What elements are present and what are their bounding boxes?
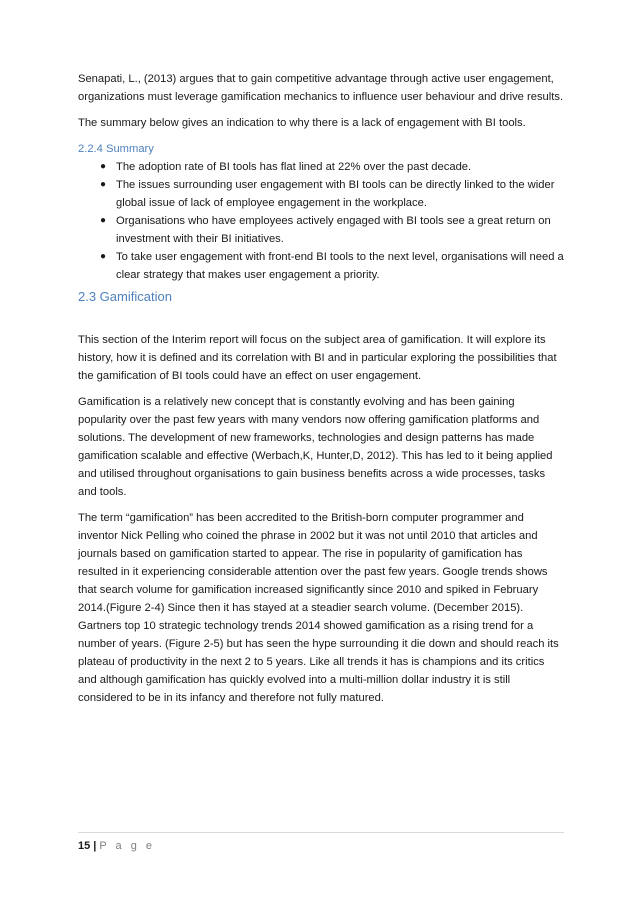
- list-item: [78, 158, 564, 176]
- list-item: [78, 212, 564, 248]
- intro-paragraph-2: The summary below gives an indication to why there is a lack of engagement with BI tools.: [78, 117, 526, 129]
- summary-bullet-list: [78, 158, 564, 284]
- page-content: [78, 70, 564, 715]
- bullet-text: The issues surrounding user engagement with BI tools can be directly linked to the wider global issue of lack of employee engagement in the workplace.: [116, 179, 555, 209]
- page-number: 15: [78, 840, 91, 852]
- list-item: [78, 176, 564, 212]
- list-item: [78, 248, 564, 284]
- bullet-text: To take user engagement with front-end BI tools to the next level, organisations will need a clear strategy that makes user engagement a priority.: [116, 251, 564, 281]
- footer-separator: |: [93, 840, 97, 852]
- bullet-icon: ●: [100, 215, 107, 226]
- page-footer: [78, 832, 564, 852]
- bullet-icon: ●: [100, 161, 107, 172]
- bullet-icon: ●: [100, 251, 107, 262]
- gamification-paragraph-1: This section of the Interim report will focus on the subject area of gamification. It will explore its history, how it is defined and its correlation with BI and in particular exploring the possibilities that the gamification of BI tools could have an effect on user engagement.: [78, 334, 557, 382]
- intro-paragraph-1: Senapati, L., (2013) argues that to gain competitive advantage through active user engagement, organizations must leverage gamification mechanics to influence user behaviour and drive results.: [78, 73, 564, 103]
- bullet-text: The adoption rate of BI tools has flat lined at 22% over the past decade.: [116, 161, 472, 173]
- summary-heading: 2.2.4 Summary: [78, 143, 154, 155]
- page-label: P a g e: [99, 840, 155, 852]
- gamification-heading: 2.3 Gamification: [78, 289, 172, 304]
- gamification-paragraph-3: The term “gamification” has been accredited to the British-born computer programmer and inventor Nick Pelling who coined the phrase in 2002 but it was not until 2010 that articles and journals based on gamification started to appear. The rise in popularity of gamification has resulted in it experiencing considerable attention over the past few years. Google trends shows that search volume for gamification increased significantly since 2010 and spiked in February 2014.(Figure 2-4) Since then it has stayed at a steadier search volume. (December 2015). Gartners top 10 strategic technology trends 2014 showed gamification as a rising trend for a number of years. (Figure 2-5) but has seen the hype surrounding it die down and should reach its plateau of productivity in the next 2 to 5 years. Like all trends it has is champions and its critics and although gamification has quickly evolved into a multi-million dollar industry it is still considered to be in its infancy and therefore not fully matured.: [78, 512, 559, 704]
- gamification-paragraph-2: Gamification is a relatively new concept that is constantly evolving and has been gaining popularity over the past few years with many vendors now offering gamification platforms and solutions. The development of new frameworks, technologies and design patterns has made gamification scalable and effective (Werbach,K, Hunter,D, 2012). This has led to it being applied and utilised throughout organisations to gain business benefits across a wide processes, tasks and tools.: [78, 396, 553, 498]
- bullet-icon: ●: [100, 179, 107, 190]
- bullet-text: Organisations who have employees actively engaged with BI tools see a great return on investment with their BI initiatives.: [116, 215, 551, 245]
